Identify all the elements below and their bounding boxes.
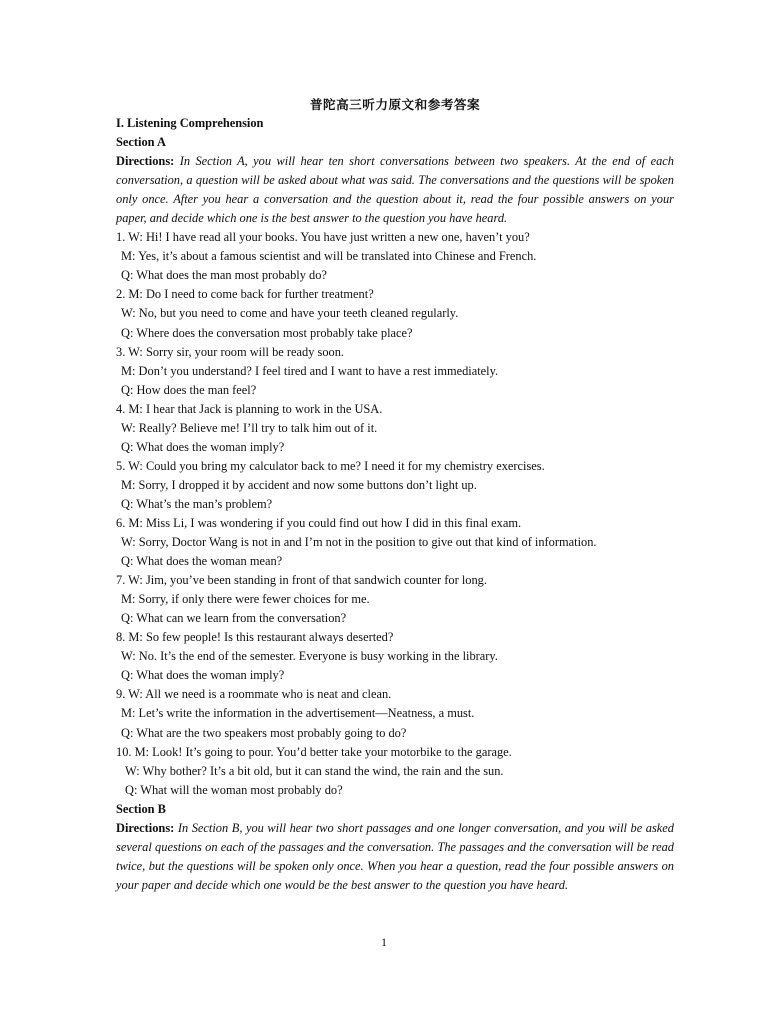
dialogue-line: M: Sorry, I dropped it by accident and now some buttons don’t light up. (121, 477, 477, 492)
section-b-heading: Section B (116, 801, 166, 816)
directions-label: Directions: (116, 820, 175, 835)
dialogue-line: 3. W: Sorry sir, your room will be ready soon. (116, 344, 345, 359)
question-line: Q: What will the woman most probably do? (125, 782, 343, 797)
section-a-directions (116, 152, 674, 228)
directions-label: Directions: (116, 154, 175, 169)
dialogue-line: M: Sorry, if only there were fewer choices for me. (121, 592, 370, 607)
question-line: Q: What does the woman imply? (121, 668, 285, 683)
section-a-heading: Section A (116, 135, 166, 150)
question-line: Q: What does the man most probably do? (121, 268, 327, 283)
section-b-directions (116, 819, 674, 895)
question-line: Q: What are the two speakers most probably going to do? (121, 725, 407, 740)
dialogue-line: 2. M: Do I need to come back for further treatment? (116, 287, 374, 302)
dialogue-line: 4. M: I hear that Jack is planning to work in the USA. (116, 401, 383, 416)
directions-text: In Section B, you will hear two short passages and one longer conversation, and you will be asked several questions on each of the passages and the conversation. The passages and the conversation will be read twice, but the questions will be spoken only once. When you hear a question, read the four possible answers on your paper and decide which one would be the best answer to the question you have heard. (116, 820, 674, 892)
dialogue-line: 7. W: Jim, you’ve been standing in front of that sandwich counter for long. (116, 573, 487, 588)
document-title: 普陀高三听力原文和参考答案 (309, 97, 481, 112)
part-heading: I. Listening Comprehension (116, 116, 264, 130)
dialogue-line: W: No, but you need to come and have your teeth cleaned regularly. (121, 306, 459, 321)
question-line: Q: What can we learn from the conversation? (121, 611, 347, 626)
question-line: Q: How does the man feel? (121, 382, 257, 397)
dialogue-line: M: Yes, it’s about a famous scientist and will be translated into Chinese and French. (121, 249, 537, 264)
dialogue-line: W: Sorry, Doctor Wang is not in and I’m not in the position to give out that kind of information. (121, 535, 597, 550)
page-number: 1 (381, 935, 387, 949)
dialogue-line: M: Don’t you understand? I feel tired and I want to have a rest immediately. (121, 363, 499, 378)
dialogue-line: W: No. It’s the end of the semester. Everyone is busy working in the library. (121, 649, 498, 664)
question-line: Q: Where does the conversation most probably take place? (121, 325, 413, 340)
dialogue-line: M: Let’s write the information in the advertisement—Neatness, a must. (121, 706, 475, 721)
question-line: Q: What does the woman mean? (121, 554, 283, 569)
dialogue-line: 1. W: Hi! I have read all your books. You have just written a new one, haven’t you? (116, 230, 530, 245)
dialogue-line: W: Really? Believe me! I’ll try to talk him out of it. (121, 420, 378, 435)
dialogue-line: 5. W: Could you bring my calculator back to me? I need it for my chemistry exercises. (116, 458, 545, 473)
document-page (116, 95, 674, 895)
dialogue-line: 10. M: Look! It’s going to pour. You’d better take your motorbike to the garage. (116, 744, 512, 759)
dialogue-line: 9. W: All we need is a roommate who is neat and clean. (116, 687, 392, 702)
dialogue-line: W: Why bother? It’s a bit old, but it can stand the wind, the rain and the sun. (125, 763, 504, 778)
question-line: Q: What’s the man’s problem? (121, 496, 273, 511)
directions-text: In Section A, you will hear ten short conversations between two speakers. At the end of each conversation, a question will be asked about what was said. The conversations and the questions will be spoken only once. After you hear a conversation and the question about it, read the four possible answers on your paper, and decide which one is the best answer to the question you have heard. (116, 154, 674, 226)
question-line: Q: What does the woman imply? (121, 439, 285, 454)
dialogue-line: 8. M: So few people! Is this restaurant always deserted? (116, 630, 394, 645)
dialogue-line: 6. M: Miss Li, I was wondering if you could find out how I did in this final exam. (116, 515, 522, 530)
